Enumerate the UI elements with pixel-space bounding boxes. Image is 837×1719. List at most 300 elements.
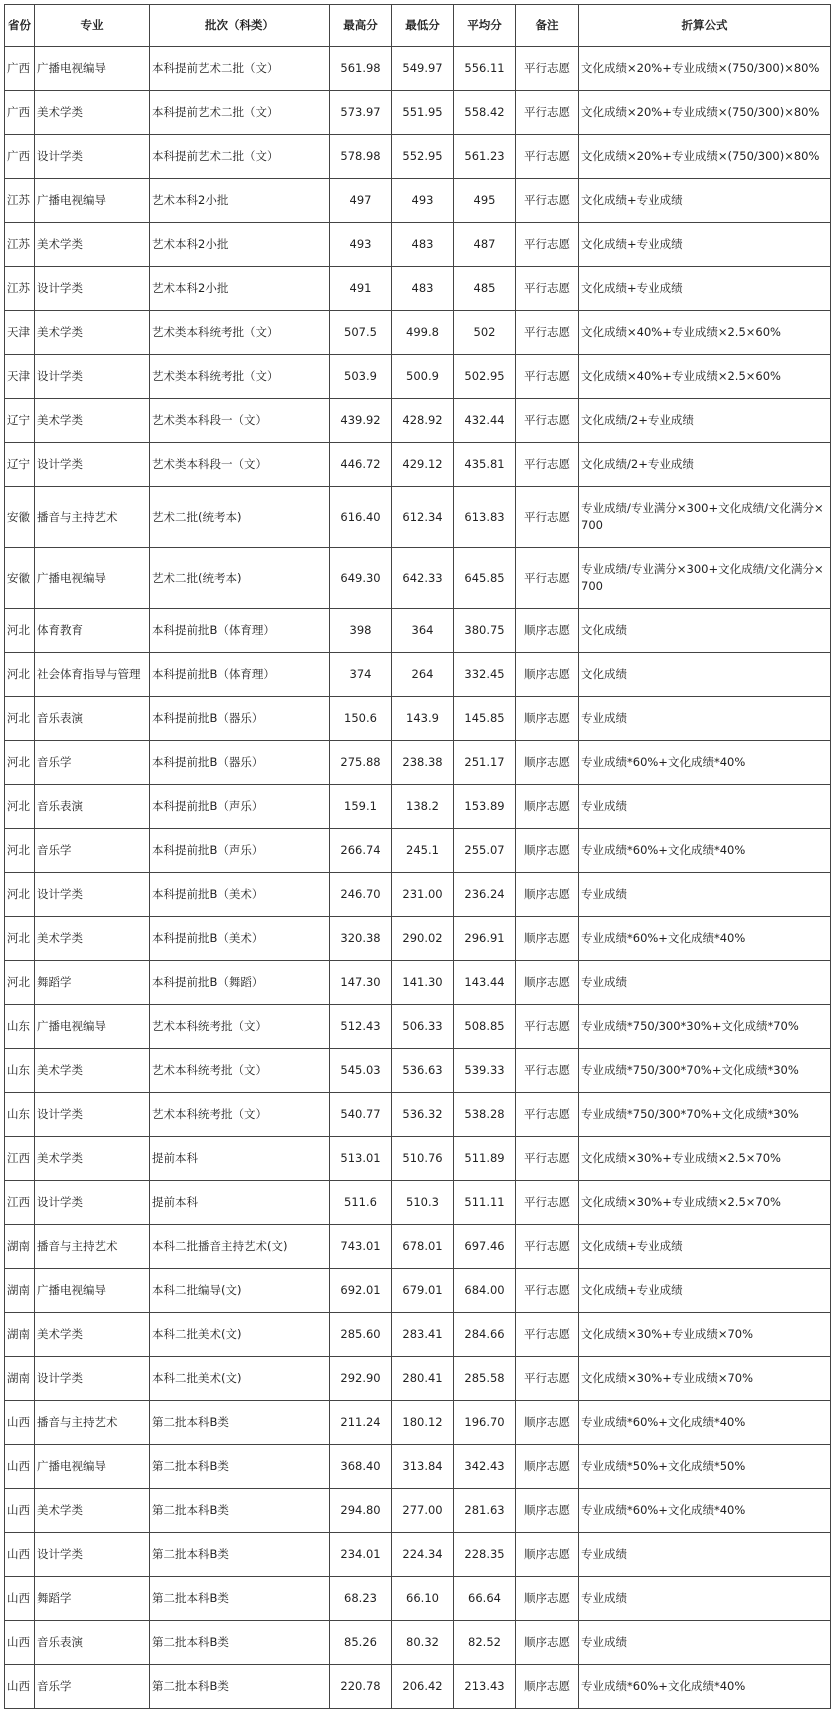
table-row <box>5 1181 831 1225</box>
cell-note: 顺序志愿 <box>516 1621 579 1665</box>
cell-note: 顺序志愿 <box>516 1445 579 1489</box>
cell-avg-score: 153.89 <box>454 785 516 829</box>
cell-formula: 专业成绩*750/300*30%+文化成绩*70% <box>579 1005 831 1049</box>
cell-avg-score: 284.66 <box>454 1313 516 1357</box>
cell-note: 平行志愿 <box>516 548 579 609</box>
cell-major: 设计学类 <box>35 355 150 399</box>
table-row <box>5 47 831 91</box>
cell-formula: 文化成绩 <box>579 653 831 697</box>
table-row <box>5 1665 831 1709</box>
cell-min-score: 264 <box>392 653 454 697</box>
cell-formula: 专业成绩*60%+文化成绩*40% <box>579 917 831 961</box>
cell-note: 平行志愿 <box>516 399 579 443</box>
cell-avg-score: 236.24 <box>454 873 516 917</box>
cell-note: 平行志愿 <box>516 1357 579 1401</box>
table-row <box>5 1137 831 1181</box>
cell-min-score: 612.34 <box>392 487 454 548</box>
cell-formula: 文化成绩 <box>579 609 831 653</box>
cell-note: 平行志愿 <box>516 1225 579 1269</box>
cell-min-score: 141.30 <box>392 961 454 1005</box>
table-row <box>5 91 831 135</box>
cell-avg-score: 539.33 <box>454 1049 516 1093</box>
cell-province: 江苏 <box>5 223 35 267</box>
cell-major: 播音与主持艺术 <box>35 1225 150 1269</box>
cell-note: 平行志愿 <box>516 179 579 223</box>
cell-batch: 本科提前批B（器乐） <box>150 697 330 741</box>
cell-batch: 艺术二批(统考本) <box>150 548 330 609</box>
cell-min-score: 231.00 <box>392 873 454 917</box>
cell-province: 湖南 <box>5 1225 35 1269</box>
table-row <box>5 785 831 829</box>
header-max-score: 最高分 <box>330 5 392 47</box>
table-row <box>5 1489 831 1533</box>
cell-note: 顺序志愿 <box>516 873 579 917</box>
cell-note: 顺序志愿 <box>516 961 579 1005</box>
header-major: 专业 <box>35 5 150 47</box>
cell-batch: 本科二批美术(文) <box>150 1313 330 1357</box>
cell-batch: 本科二批编导(文) <box>150 1269 330 1313</box>
cell-min-score: 280.41 <box>392 1357 454 1401</box>
cell-min-score: 678.01 <box>392 1225 454 1269</box>
cell-note: 平行志愿 <box>516 311 579 355</box>
cell-note: 平行志愿 <box>516 267 579 311</box>
table-row <box>5 311 831 355</box>
cell-min-score: 313.84 <box>392 1445 454 1489</box>
cell-max-score: 578.98 <box>330 135 392 179</box>
cell-max-score: 573.97 <box>330 91 392 135</box>
cell-max-score: 292.90 <box>330 1357 392 1401</box>
cell-max-score: 68.23 <box>330 1577 392 1621</box>
table-row <box>5 653 831 697</box>
cell-max-score: 649.30 <box>330 548 392 609</box>
table-row <box>5 1225 831 1269</box>
cell-formula: 专业成绩*60%+文化成绩*40% <box>579 1401 831 1445</box>
cell-avg-score: 82.52 <box>454 1621 516 1665</box>
cell-province: 广西 <box>5 135 35 179</box>
cell-avg-score: 558.42 <box>454 91 516 135</box>
cell-note: 顺序志愿 <box>516 785 579 829</box>
cell-batch: 提前本科 <box>150 1137 330 1181</box>
cell-major: 设计学类 <box>35 1533 150 1577</box>
cell-formula: 专业成绩*50%+文化成绩*50% <box>579 1445 831 1489</box>
cell-max-score: 398 <box>330 609 392 653</box>
cell-min-score: 549.97 <box>392 47 454 91</box>
cell-max-score: 439.92 <box>330 399 392 443</box>
cell-batch: 第二批本科B类 <box>150 1533 330 1577</box>
cell-avg-score: 538.28 <box>454 1093 516 1137</box>
cell-major: 设计学类 <box>35 1357 150 1401</box>
cell-formula: 专业成绩/专业满分×300+文化成绩/文化满分×700 <box>579 548 831 609</box>
table-row <box>5 487 831 548</box>
table-body <box>5 47 831 1709</box>
cell-province: 天津 <box>5 355 35 399</box>
cell-avg-score: 502.95 <box>454 355 516 399</box>
cell-major: 设计学类 <box>35 1181 150 1225</box>
table-row <box>5 1093 831 1137</box>
cell-province: 河北 <box>5 961 35 1005</box>
cell-min-score: 510.3 <box>392 1181 454 1225</box>
cell-major: 设计学类 <box>35 443 150 487</box>
cell-major: 美术学类 <box>35 91 150 135</box>
cell-max-score: 511.6 <box>330 1181 392 1225</box>
cell-min-score: 679.01 <box>392 1269 454 1313</box>
header-min-score: 最低分 <box>392 5 454 47</box>
cell-max-score: 266.74 <box>330 829 392 873</box>
cell-formula: 专业成绩*60%+文化成绩*40% <box>579 1665 831 1709</box>
cell-avg-score: 502 <box>454 311 516 355</box>
cell-formula: 专业成绩/专业满分×300+文化成绩/文化满分×700 <box>579 487 831 548</box>
cell-province: 山西 <box>5 1665 35 1709</box>
cell-major: 美术学类 <box>35 1137 150 1181</box>
cell-batch: 本科提前批B（舞蹈） <box>150 961 330 1005</box>
cell-min-score: 364 <box>392 609 454 653</box>
cell-avg-score: 143.44 <box>454 961 516 1005</box>
header-avg-score: 平均分 <box>454 5 516 47</box>
cell-major: 体育教育 <box>35 609 150 653</box>
cell-major: 设计学类 <box>35 135 150 179</box>
cell-note: 平行志愿 <box>516 1181 579 1225</box>
cell-avg-score: 255.07 <box>454 829 516 873</box>
cell-min-score: 277.00 <box>392 1489 454 1533</box>
cell-max-score: 743.01 <box>330 1225 392 1269</box>
cell-note: 平行志愿 <box>516 355 579 399</box>
cell-major: 音乐表演 <box>35 785 150 829</box>
cell-batch: 艺术类本科统考批（文） <box>150 355 330 399</box>
table-row <box>5 873 831 917</box>
cell-province: 山西 <box>5 1401 35 1445</box>
cell-batch: 第二批本科B类 <box>150 1401 330 1445</box>
cell-province: 湖南 <box>5 1357 35 1401</box>
cell-avg-score: 296.91 <box>454 917 516 961</box>
cell-max-score: 540.77 <box>330 1093 392 1137</box>
cell-max-score: 275.88 <box>330 741 392 785</box>
cell-batch: 艺术本科2小批 <box>150 179 330 223</box>
cell-avg-score: 561.23 <box>454 135 516 179</box>
cell-note: 平行志愿 <box>516 91 579 135</box>
cell-avg-score: 285.58 <box>454 1357 516 1401</box>
cell-note: 平行志愿 <box>516 1313 579 1357</box>
table-row <box>5 399 831 443</box>
cell-province: 山西 <box>5 1621 35 1665</box>
cell-avg-score: 613.83 <box>454 487 516 548</box>
cell-province: 河北 <box>5 697 35 741</box>
cell-max-score: 159.1 <box>330 785 392 829</box>
cell-batch: 本科提前艺术二批（文） <box>150 91 330 135</box>
cell-note: 顺序志愿 <box>516 741 579 785</box>
cell-note: 顺序志愿 <box>516 653 579 697</box>
cell-note: 顺序志愿 <box>516 1401 579 1445</box>
cell-major: 社会体育指导与管理 <box>35 653 150 697</box>
cell-major: 播音与主持艺术 <box>35 487 150 548</box>
cell-province: 河北 <box>5 785 35 829</box>
cell-avg-score: 495 <box>454 179 516 223</box>
cell-max-score: 368.40 <box>330 1445 392 1489</box>
cell-avg-score: 213.43 <box>454 1665 516 1709</box>
cell-note: 平行志愿 <box>516 47 579 91</box>
header-batch: 批次（科类） <box>150 5 330 47</box>
cell-batch: 本科提前批B（声乐） <box>150 829 330 873</box>
cell-min-score: 536.63 <box>392 1049 454 1093</box>
table-row <box>5 697 831 741</box>
cell-note: 平行志愿 <box>516 443 579 487</box>
cell-major: 美术学类 <box>35 1313 150 1357</box>
table-header <box>5 5 831 47</box>
cell-batch: 本科提前批B（体育理） <box>150 653 330 697</box>
table-row <box>5 1401 831 1445</box>
cell-max-score: 320.38 <box>330 917 392 961</box>
cell-major: 广播电视编导 <box>35 1269 150 1313</box>
cell-max-score: 285.60 <box>330 1313 392 1357</box>
cell-formula: 文化成绩+专业成绩 <box>579 179 831 223</box>
cell-avg-score: 281.63 <box>454 1489 516 1533</box>
cell-min-score: 429.12 <box>392 443 454 487</box>
cell-province: 山西 <box>5 1533 35 1577</box>
cell-batch: 本科提前艺术二批（文） <box>150 47 330 91</box>
cell-formula: 专业成绩 <box>579 697 831 741</box>
cell-major: 音乐学 <box>35 829 150 873</box>
cell-province: 江苏 <box>5 179 35 223</box>
cell-note: 平行志愿 <box>516 1137 579 1181</box>
header-formula: 折算公式 <box>579 5 831 47</box>
cell-formula: 文化成绩/2+专业成绩 <box>579 399 831 443</box>
cell-max-score: 150.6 <box>330 697 392 741</box>
cell-batch: 艺术类本科段一（文） <box>150 399 330 443</box>
cell-max-score: 294.80 <box>330 1489 392 1533</box>
cell-formula: 专业成绩 <box>579 961 831 1005</box>
cell-province: 广西 <box>5 91 35 135</box>
cell-max-score: 211.24 <box>330 1401 392 1445</box>
cell-formula: 文化成绩+专业成绩 <box>579 1269 831 1313</box>
cell-formula: 专业成绩 <box>579 1621 831 1665</box>
cell-province: 河北 <box>5 829 35 873</box>
cell-min-score: 138.2 <box>392 785 454 829</box>
cell-major: 播音与主持艺术 <box>35 1401 150 1445</box>
table-row <box>5 1533 831 1577</box>
cell-formula: 文化成绩+专业成绩 <box>579 223 831 267</box>
cell-formula: 专业成绩 <box>579 785 831 829</box>
cell-major: 设计学类 <box>35 267 150 311</box>
table-row <box>5 609 831 653</box>
cell-major: 美术学类 <box>35 223 150 267</box>
header-province: 省份 <box>5 5 35 47</box>
table-row <box>5 1269 831 1313</box>
cell-batch: 艺术本科2小批 <box>150 267 330 311</box>
cell-major: 音乐表演 <box>35 1621 150 1665</box>
cell-min-score: 245.1 <box>392 829 454 873</box>
cell-province: 河北 <box>5 609 35 653</box>
cell-formula: 文化成绩+专业成绩 <box>579 267 831 311</box>
cell-major: 舞蹈学 <box>35 961 150 1005</box>
cell-note: 顺序志愿 <box>516 829 579 873</box>
cell-batch: 第二批本科B类 <box>150 1489 330 1533</box>
cell-min-score: 224.34 <box>392 1533 454 1577</box>
cell-max-score: 493 <box>330 223 392 267</box>
cell-min-score: 238.38 <box>392 741 454 785</box>
cell-major: 广播电视编导 <box>35 1445 150 1489</box>
cell-province: 山西 <box>5 1577 35 1621</box>
header-row <box>5 5 831 47</box>
cell-batch: 艺术本科统考批（文） <box>150 1093 330 1137</box>
cell-formula: 文化成绩/2+专业成绩 <box>579 443 831 487</box>
cell-major: 广播电视编导 <box>35 1005 150 1049</box>
cell-batch: 艺术本科统考批（文） <box>150 1005 330 1049</box>
table-row <box>5 829 831 873</box>
cell-avg-score: 251.17 <box>454 741 516 785</box>
cell-min-score: 290.02 <box>392 917 454 961</box>
cell-note: 平行志愿 <box>516 1049 579 1093</box>
cell-max-score: 497 <box>330 179 392 223</box>
cell-avg-score: 487 <box>454 223 516 267</box>
cell-note: 平行志愿 <box>516 1093 579 1137</box>
cell-major: 美术学类 <box>35 399 150 443</box>
cell-formula: 文化成绩×20%+专业成绩×(750/300)×80% <box>579 47 831 91</box>
cell-note: 平行志愿 <box>516 487 579 548</box>
cell-batch: 本科提前艺术二批（文） <box>150 135 330 179</box>
table-row <box>5 443 831 487</box>
cell-formula: 专业成绩*60%+文化成绩*40% <box>579 1489 831 1533</box>
cell-max-score: 507.5 <box>330 311 392 355</box>
cell-formula: 文化成绩×30%+专业成绩×70% <box>579 1357 831 1401</box>
cell-avg-score: 380.75 <box>454 609 516 653</box>
cell-min-score: 642.33 <box>392 548 454 609</box>
cell-province: 江西 <box>5 1137 35 1181</box>
cell-avg-score: 508.85 <box>454 1005 516 1049</box>
cell-province: 山西 <box>5 1445 35 1489</box>
table-row <box>5 267 831 311</box>
table-row <box>5 1445 831 1489</box>
cell-formula: 专业成绩*60%+文化成绩*40% <box>579 829 831 873</box>
cell-major: 舞蹈学 <box>35 1577 150 1621</box>
cell-max-score: 503.9 <box>330 355 392 399</box>
cell-province: 辽宁 <box>5 443 35 487</box>
cell-province: 安徽 <box>5 487 35 548</box>
cell-major: 美术学类 <box>35 917 150 961</box>
table-row <box>5 1005 831 1049</box>
cell-formula: 专业成绩 <box>579 1533 831 1577</box>
cell-batch: 艺术本科统考批（文） <box>150 1049 330 1093</box>
cell-batch: 本科二批播音主持艺术(文) <box>150 1225 330 1269</box>
table-row <box>5 223 831 267</box>
table-row <box>5 1621 831 1665</box>
cell-major: 设计学类 <box>35 873 150 917</box>
cell-avg-score: 332.45 <box>454 653 516 697</box>
cell-province: 山西 <box>5 1489 35 1533</box>
cell-province: 辽宁 <box>5 399 35 443</box>
cell-min-score: 206.42 <box>392 1665 454 1709</box>
cell-formula: 文化成绩×40%+专业成绩×2.5×60% <box>579 355 831 399</box>
cell-province: 山东 <box>5 1005 35 1049</box>
cell-province: 广西 <box>5 47 35 91</box>
table-row <box>5 741 831 785</box>
cell-batch: 第二批本科B类 <box>150 1621 330 1665</box>
cell-max-score: 246.70 <box>330 873 392 917</box>
cell-min-score: 536.32 <box>392 1093 454 1137</box>
cell-formula: 专业成绩*750/300*70%+文化成绩*30% <box>579 1049 831 1093</box>
cell-batch: 第二批本科B类 <box>150 1577 330 1621</box>
cell-avg-score: 684.00 <box>454 1269 516 1313</box>
cell-province: 河北 <box>5 741 35 785</box>
cell-min-score: 483 <box>392 223 454 267</box>
cell-batch: 提前本科 <box>150 1181 330 1225</box>
cell-max-score: 446.72 <box>330 443 392 487</box>
cell-batch: 本科提前批B（声乐） <box>150 785 330 829</box>
cell-formula: 文化成绩×20%+专业成绩×(750/300)×80% <box>579 135 831 179</box>
cell-avg-score: 435.81 <box>454 443 516 487</box>
cell-formula: 专业成绩*750/300*70%+文化成绩*30% <box>579 1093 831 1137</box>
cell-min-score: 143.9 <box>392 697 454 741</box>
cell-major: 音乐表演 <box>35 697 150 741</box>
table-row <box>5 179 831 223</box>
cell-note: 顺序志愿 <box>516 1577 579 1621</box>
cell-min-score: 510.76 <box>392 1137 454 1181</box>
cell-batch: 艺术二批(统考本) <box>150 487 330 548</box>
cell-min-score: 500.9 <box>392 355 454 399</box>
cell-avg-score: 645.85 <box>454 548 516 609</box>
table-row <box>5 135 831 179</box>
cell-min-score: 80.32 <box>392 1621 454 1665</box>
cell-batch: 第二批本科B类 <box>150 1665 330 1709</box>
cell-province: 山东 <box>5 1093 35 1137</box>
cell-formula: 专业成绩 <box>579 873 831 917</box>
cell-province: 湖南 <box>5 1269 35 1313</box>
cell-formula: 专业成绩 <box>579 1577 831 1621</box>
cell-province: 河北 <box>5 917 35 961</box>
cell-avg-score: 228.35 <box>454 1533 516 1577</box>
cell-batch: 本科提前批B（体育理） <box>150 609 330 653</box>
cell-min-score: 180.12 <box>392 1401 454 1445</box>
header-note: 备注 <box>516 5 579 47</box>
cell-min-score: 283.41 <box>392 1313 454 1357</box>
cell-batch: 本科提前批B（美术） <box>150 917 330 961</box>
cell-major: 设计学类 <box>35 1093 150 1137</box>
cell-max-score: 374 <box>330 653 392 697</box>
cell-formula: 文化成绩×30%+专业成绩×2.5×70% <box>579 1181 831 1225</box>
cell-formula: 文化成绩×20%+专业成绩×(750/300)×80% <box>579 91 831 135</box>
cell-avg-score: 511.11 <box>454 1181 516 1225</box>
cell-max-score: 234.01 <box>330 1533 392 1577</box>
cell-formula: 文化成绩×30%+专业成绩×2.5×70% <box>579 1137 831 1181</box>
cell-major: 音乐学 <box>35 741 150 785</box>
cell-note: 顺序志愿 <box>516 697 579 741</box>
cell-max-score: 220.78 <box>330 1665 392 1709</box>
cell-note: 顺序志愿 <box>516 609 579 653</box>
cell-min-score: 428.92 <box>392 399 454 443</box>
cell-min-score: 506.33 <box>392 1005 454 1049</box>
cell-avg-score: 342.43 <box>454 1445 516 1489</box>
cell-note: 平行志愿 <box>516 135 579 179</box>
cell-max-score: 491 <box>330 267 392 311</box>
cell-formula: 专业成绩*60%+文化成绩*40% <box>579 741 831 785</box>
cell-formula: 文化成绩×30%+专业成绩×70% <box>579 1313 831 1357</box>
cell-province: 江苏 <box>5 267 35 311</box>
table-row <box>5 1313 831 1357</box>
cell-major: 美术学类 <box>35 1489 150 1533</box>
cell-min-score: 552.95 <box>392 135 454 179</box>
cell-province: 河北 <box>5 873 35 917</box>
cell-avg-score: 432.44 <box>454 399 516 443</box>
cell-province: 江西 <box>5 1181 35 1225</box>
cell-min-score: 493 <box>392 179 454 223</box>
cell-major: 广播电视编导 <box>35 179 150 223</box>
cell-avg-score: 145.85 <box>454 697 516 741</box>
cell-batch: 本科二批美术(文) <box>150 1357 330 1401</box>
cell-batch: 艺术本科2小批 <box>150 223 330 267</box>
cell-avg-score: 511.89 <box>454 1137 516 1181</box>
cell-note: 顺序志愿 <box>516 917 579 961</box>
cell-max-score: 147.30 <box>330 961 392 1005</box>
table-row <box>5 1049 831 1093</box>
table-row <box>5 355 831 399</box>
